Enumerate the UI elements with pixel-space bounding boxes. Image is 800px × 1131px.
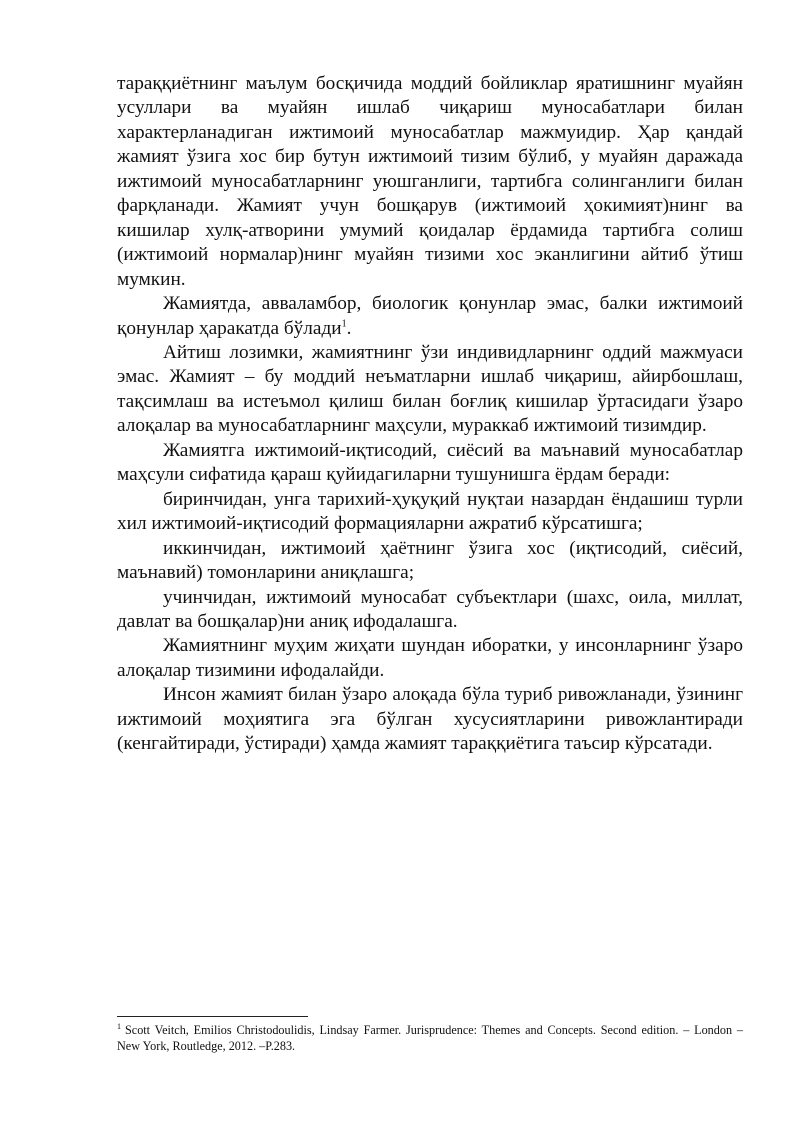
list-item-first: биринчидан, унга тарихий-ҳуқуқий нуқтаи назардан ёндашиш турли хил ижтимоий-иқтисодий формацияларни ажратиб кўрсатишга;	[117, 488, 743, 535]
footnote	[117, 1022, 743, 1054]
paragraph-1: тараққиётнинг маълум босқичида моддий бойликлар яратишнинг муайян усуллари ва муайян ишлаб чиқариш муносабатлари билан характерланадиган ижтимоий муносабатлар мажмуидир. Ҳар қандай жамият ўзига хос бир бутун ижтимоий тизим бўлиб, у муайян даражада ижтимоий муносабатларнинг уюшганлиги, тартибга солинганлиги билан фарқланади. Жамият учун бошқарув (ижтимоий ҳокимият)нинг ва кишилар хулқ-атворини умумий қоидалар ёрдамида тартибга солиш (ижтимоий нормалар)нинг муайян тизими хос эканлигини айтиб ўтиш мумкин.	[117, 73, 743, 290]
list-item-second: иккинчидан, ижтимоий ҳаётнинг ўзига хос (иқтисодий, сиёсий, маънавий) томонларини аниқлашга;	[117, 537, 743, 584]
paragraph-8: Жамиятнинг муҳим жиҳати шундан иборатки, у инсонларнинг ўзаро алоқалар тизимини ифодалайди.	[117, 635, 743, 681]
paragraph-2-text: Жамиятда, авваламбор, биологик қонунлар эмас, балки ижтимоий қонунлар ҳаракатда бўлади	[117, 293, 743, 339]
footnote-divider	[117, 1016, 308, 1017]
paragraph-4: Жамиятга ижтимоий-иқтисодий, сиёсий ва маънавий муносабатлар маҳсули сифатида қараш қуйидагиларни тушунишга ёрдам беради:	[117, 439, 743, 486]
paragraph-3: Айтиш лозимки, жамиятнинг ўзи индивидларнинг оддий мажмуаси эмас. Жамият – бу моддий неъматларни ишлаб чиқариш, айирбошлаш, тақсимлаш ва истеъмол қилиш билан боғлиқ кишилар ўртасидаги ўзаро алоқалар ва муносабатларнинг маҳсули, мураккаб ижтимоий тизимдир.	[117, 341, 743, 437]
footnote-reference[interactable]: 1	[341, 318, 347, 330]
footnote-text: Scott Veitch, Emilios Christodoulidis, Lindsay Farmer. Jurisprudence: Themes and Concepts. Second edition. – London – New York, Routledge, 2012. –P.283.	[117, 1023, 743, 1053]
footnote-marker: 1	[117, 1021, 121, 1031]
list-item-third: учинчидан, ижтимоий муносабат субъектлари (шахс, оила, миллат, давлат ва бошқалар)ни аниқ ифодалашга.	[117, 586, 743, 632]
paragraph-2: Жамиятда, авваламбор, биологик қонунлар эмас, балки ижтимоий қонунлар ҳаракатда бўлади$^1$.	[117, 293, 743, 339]
body-text	[117, 72, 743, 757]
paragraph-9: Инсон жамият билан ўзаро алоқада бўла туриб ривожланади, ўзининг ижтимоий моҳиятига эга бўлган хусусиятларини ривожлантиради (кенгайтиради, ўстиради) ҳамда жамият тараққиётига таъсир кўрсатади.	[117, 684, 743, 755]
